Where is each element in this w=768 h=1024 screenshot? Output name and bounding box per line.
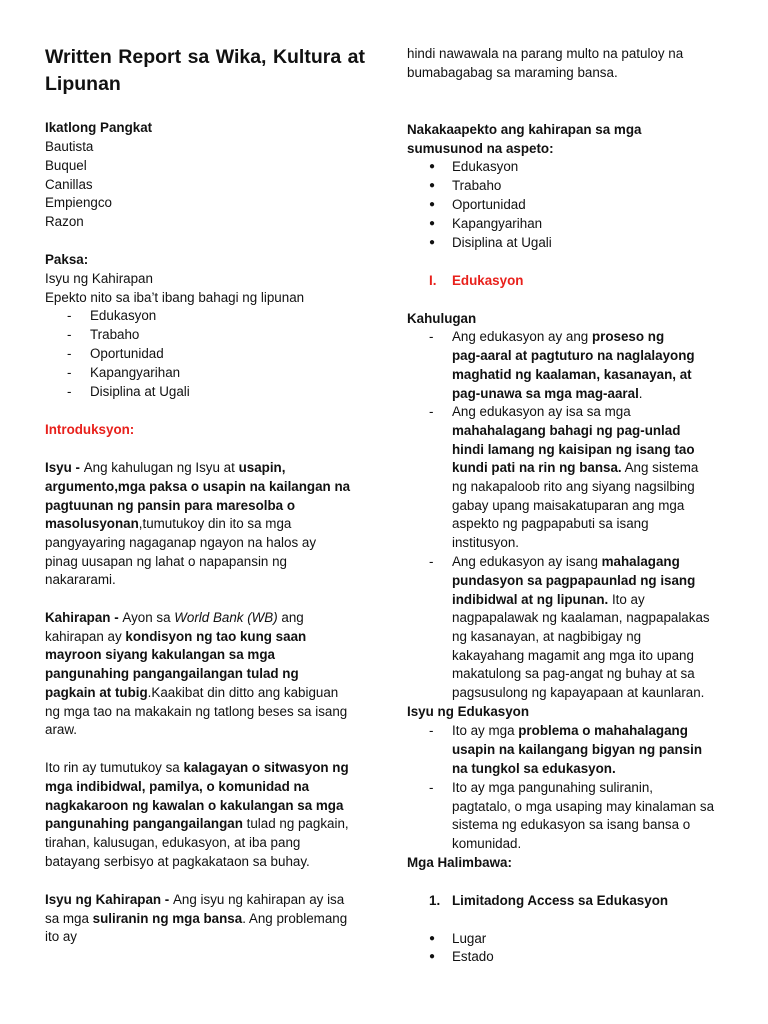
member-name: Buquel	[45, 158, 87, 173]
kahulugan-line: indibidwal at ng lipunan. Ito ay	[452, 592, 645, 607]
member-name: Canillas	[45, 177, 93, 192]
paksa-heading: Paksa:	[45, 252, 89, 267]
dash-marker: -	[67, 308, 72, 323]
isyu-kahirapan-line: Isyu ng Kahirapan - Ang isyu ng kahirapan ay isa	[45, 892, 345, 907]
kalagayan-line: tirahan, kalusugan, edukasyon, at iba pang	[45, 835, 301, 850]
member-name: Empiengco	[45, 195, 112, 210]
kahulugan-line: maghatid ng kaalaman, kasanayan, at	[452, 367, 692, 382]
kahulugan-line: kakayahang magamit ang mga ito upang	[452, 648, 694, 663]
isyu-edukasyon-line: Ito ay mga problema o mahahalagang	[452, 723, 688, 738]
kalagayan-line: nagkakaroon ng kawalan o kakulangan sa mga	[45, 798, 344, 813]
kahulugan-line: Ang edukasyon ay isang mahalagang	[452, 554, 680, 569]
section-number: I.	[429, 273, 437, 288]
dash-marker: -	[67, 384, 72, 399]
kahulugan-line: nagpapalawak ng kaalaman, nagpapalakas	[452, 610, 710, 625]
kahulugan-line: pagsusulong ng kapayapaan at kaunlaran.	[452, 685, 705, 700]
introduksyon-heading: Introduksyon:	[45, 422, 135, 437]
kahulugan-line: ng kasanayan, at nagbibigay ng	[452, 629, 642, 644]
isyu-line: pinag uusapan ng lahat o napapansin ng	[45, 554, 287, 569]
kahulugan-line: pag-aaral at pagtuturo na naglalayong	[452, 348, 695, 363]
bullet-marker: ●	[429, 161, 436, 172]
aspeto-heading: sumusunod na aspeto:	[407, 141, 554, 156]
kahirapan-line: araw.	[45, 722, 78, 737]
kahulugan-line: kundi pati na rin ng bansa. Ang sistema	[452, 460, 699, 475]
isyu-line: masolusyonan,tumutukoy din ito sa mga	[45, 516, 292, 531]
isyu-edukasyon-line: sistema ng edukasyon sa isang bansa o	[452, 817, 691, 832]
kahulugan-line: pundasyon sa pagpapaunlad ng isang	[452, 573, 696, 588]
dash-marker: -	[429, 329, 434, 344]
kahulugan-line: ng nakapaloob rito ang siyang nagsilbing	[452, 479, 695, 494]
continued-line: hindi nawawala na parang multo na patuloy na	[407, 46, 684, 61]
dash-marker: -	[67, 365, 72, 380]
isyu-kahirapan-line: sa mga suliranin ng mga bansa. Ang problemang	[45, 911, 348, 926]
group-heading: Ikatlong Pangkat	[45, 120, 153, 135]
kalagayan-line: mga indibidwal, pamilya, o komunidad na	[45, 779, 310, 794]
kahulugan-line: aspekto ng pagpapabuti sa isang	[452, 516, 649, 531]
isyu-edukasyon-line: na tungkol sa edukasyon.	[452, 761, 616, 776]
halimbawa-heading: Mga Halimbawa:	[407, 855, 512, 870]
kahulugan-line: gabay upang maisakatuparan ang mga	[452, 498, 685, 513]
kahirapan-line: mayroon siyang kakulangan sa mga	[45, 647, 275, 662]
bullet-marker: ●	[429, 180, 436, 191]
member-name: Razon	[45, 214, 84, 229]
isyu-edukasyon-line: komunidad.	[452, 836, 522, 851]
kahirapan-line: pagkain at tubig.Kaakibat din ditto ang kabiguan	[45, 685, 339, 700]
bullet-marker: ●	[429, 218, 436, 229]
bullet-marker: ●	[429, 933, 436, 944]
kalagayan-line: pangunahing pangangailangan tulad ng pagkain,	[45, 816, 349, 831]
continued-line: bumabagabag sa maraming bansa.	[407, 65, 618, 80]
isyu-edukasyon-line: pagtatalo, o mga usaping may kinalaman sa	[452, 799, 715, 814]
isyu-edukasyon-line: usapin na kailangang bigyan ng pansin	[452, 742, 702, 757]
kahirapan-line: kahirapan ay kondisyon ng tao kung saan	[45, 629, 307, 644]
kahulugan-line: hindi lamang ng kaisipan ng isang tao	[452, 442, 695, 457]
kahirapan-line: Kahirapan - Ayon sa World Bank (WB) ang	[45, 610, 304, 625]
document-title: Written Report sa Wika, Kultura at Lipunan	[45, 46, 365, 95]
isyu-line: argumento,mga paksa o usapin na kailangan na	[45, 479, 351, 494]
dash-marker: -	[429, 554, 434, 569]
kalagayan-line: Ito rin ay tumutukoy sa kalagayan o sitwasyon ng	[45, 760, 349, 775]
isyu-line: nakararami.	[45, 572, 116, 587]
dash-marker: -	[429, 780, 434, 795]
kahirapan-line: pangunahing pangangailangan tulad ng	[45, 666, 299, 681]
kahulugan-line: Ang edukasyon ay ang proseso ng	[452, 329, 665, 344]
isyu-kahirapan-line: ito ay	[45, 929, 78, 944]
kalagayan-line: batayang serbisyo at pagkakataon sa buhay.	[45, 854, 310, 869]
kahulugan-line: makatulong sa pag-angat ng buhay at sa	[452, 666, 695, 681]
paksa-line: Isyu ng Kahirapan	[45, 271, 153, 286]
kahulugan-heading: Kahulugan	[407, 311, 477, 326]
kahirapan-line: ng mga tao na makakain ng tatlong beses sa isang	[45, 704, 348, 719]
dash-marker: -	[67, 346, 72, 361]
dash-marker: -	[67, 327, 72, 342]
aspeto-heading: Nakakaapekto ang kahirapan sa mga	[407, 122, 642, 137]
bullet-marker: ●	[429, 951, 436, 962]
bullet-marker: ●	[429, 237, 436, 248]
kahulugan-line: Ang edukasyon ay isa sa mga	[452, 404, 631, 419]
bullet-marker: ●	[429, 199, 436, 210]
paksa-line: Epekto nito sa iba’t ibang bahagi ng lipunan	[45, 290, 305, 305]
kahulugan-line: institusyon.	[452, 535, 519, 550]
member-name: Bautista	[45, 139, 94, 154]
dash-marker: -	[429, 404, 434, 419]
kahulugan-line: pag-unawa sa mga mag-aaral.	[452, 386, 643, 401]
isyu-edukasyon-heading: Isyu ng Edukasyon	[407, 704, 530, 719]
isyu-line: pagtuunan ng pansin para maresolba o	[45, 498, 295, 513]
isyu-line: Isyu - Ang kahulugan ng Isyu at usapin,	[45, 460, 286, 475]
list-number: 1.	[429, 893, 441, 908]
isyu-edukasyon-line: Ito ay mga pangunahing suliranin,	[452, 780, 653, 795]
kahulugan-line: mahahalagang bahagi ng pag-unlad	[452, 423, 681, 438]
dash-marker: -	[429, 723, 434, 738]
isyu-line: pangyayaring nagaganap ngayon na halos ay	[45, 535, 317, 550]
